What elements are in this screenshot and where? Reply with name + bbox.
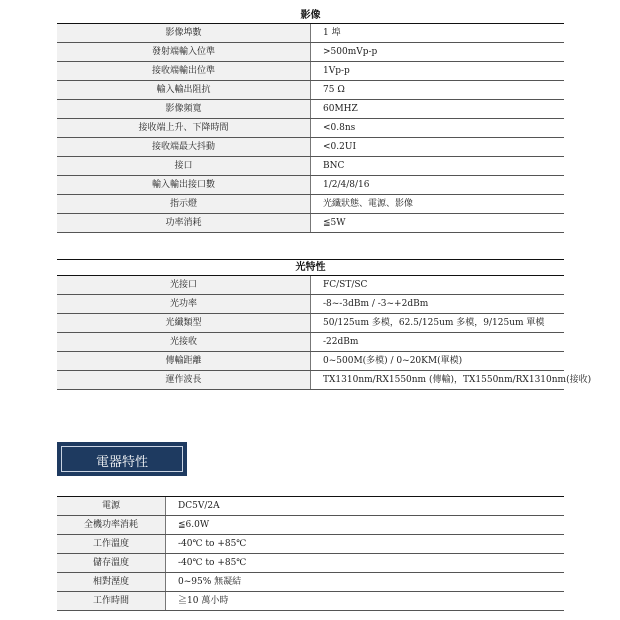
spec-row xyxy=(57,214,564,233)
spec-row xyxy=(57,554,564,573)
spec-value: 0~95% 無凝結 xyxy=(166,573,565,592)
spec-label: 光功率 xyxy=(57,295,311,314)
spec-label: 運作波長 xyxy=(57,371,311,390)
spec-value: ≦5W xyxy=(311,214,565,233)
fiber-top-rule xyxy=(57,259,564,260)
spec-row xyxy=(57,100,564,119)
spec-label: 工作時間 xyxy=(57,592,166,611)
spec-row xyxy=(57,62,564,81)
spec-label: 相對溼度 xyxy=(57,573,166,592)
spec-row xyxy=(57,24,564,43)
spec-value: ≧10 萬小時 xyxy=(166,592,565,611)
spec-value: 0~500M(多模) / 0~20KM(單模) xyxy=(311,352,565,371)
spec-row xyxy=(57,81,564,100)
spec-value: 60MHZ xyxy=(311,100,565,119)
spec-label: 接口 xyxy=(57,157,311,176)
fiber-spec-table xyxy=(57,261,592,390)
spec-label: 影像埠數 xyxy=(57,24,311,43)
spec-row xyxy=(57,195,564,214)
spec-row xyxy=(57,352,564,371)
spec-row xyxy=(57,43,564,62)
spec-label: 接收端最大抖動 xyxy=(57,138,311,157)
spec-label: 傳輸距離 xyxy=(57,352,311,371)
spec-value: -40℃ to +85℃ xyxy=(166,535,565,554)
spec-value: -40℃ to +85℃ xyxy=(166,554,565,573)
spec-value: -22dBm xyxy=(311,333,565,352)
spec-label: 影像頻寬 xyxy=(57,100,311,119)
spec-row xyxy=(57,497,564,516)
spec-value: BNC xyxy=(311,157,565,176)
spec-label: 光接收 xyxy=(57,333,311,352)
spec-value: 1/2/4/8/16 xyxy=(311,176,565,195)
video-spec-body xyxy=(57,9,564,233)
spec-row xyxy=(57,516,564,535)
spec-row xyxy=(57,314,564,333)
spec-label: 光纖類型 xyxy=(57,314,311,333)
spec-label: 輸入輸出接口數 xyxy=(57,176,311,195)
spec-row xyxy=(57,176,564,195)
spec-value: 1 埠 xyxy=(311,24,565,43)
spec-row xyxy=(57,157,564,176)
spec-value: 50/125um 多模，62.5/125um 多模，9/125um 單模 xyxy=(311,314,565,333)
fiber-section-title: 光特性 xyxy=(57,261,564,276)
spec-row xyxy=(57,371,564,390)
spec-value: <0.2UI xyxy=(311,138,565,157)
spec-row xyxy=(57,592,564,611)
spec-value: >500mVp-p xyxy=(311,43,565,62)
spec-label: 全機功率消耗 xyxy=(57,516,166,535)
spec-value: 光纖狀態、電源、影像 xyxy=(311,195,565,214)
spec-label: 光接口 xyxy=(57,276,311,295)
spec-value: DC5V/2A xyxy=(166,497,565,516)
spec-label: 輸入輸出阻抗 xyxy=(57,81,311,100)
spec-label: 儲存溫度 xyxy=(57,554,166,573)
spec-value: -8~-3dBm / -3~+2dBm xyxy=(311,295,565,314)
video-section-title: 影像 xyxy=(57,9,564,24)
fiber-title-row xyxy=(57,261,564,276)
spec-row xyxy=(57,333,564,352)
spec-row xyxy=(57,295,564,314)
spec-label: 功率消耗 xyxy=(57,214,311,233)
spec-value: TX1310nm/RX1550nm (傳輸)，TX1550nm/RX1310nm(接收) xyxy=(311,371,565,390)
spec-row xyxy=(57,573,564,592)
spec-row xyxy=(57,535,564,554)
spec-row xyxy=(57,138,564,157)
spec-row xyxy=(57,119,564,138)
spec-label: 發射端輸入位準 xyxy=(57,43,311,62)
electric-spec-body xyxy=(57,497,564,611)
spec-label: 接收端輸出位準 xyxy=(57,62,311,81)
electric-spec-table xyxy=(57,497,564,611)
electric-section-label: 電器特性 xyxy=(95,455,148,470)
electric-section-tab xyxy=(57,442,187,476)
fiber-spec-body xyxy=(57,261,592,390)
spec-label: 指示燈 xyxy=(57,195,311,214)
spec-value: 1Vp-p xyxy=(311,62,565,81)
spec-value: 75 Ω xyxy=(311,81,565,100)
spec-value: ≦6.0W xyxy=(166,516,565,535)
spec-row xyxy=(57,276,564,295)
spec-label: 工作溫度 xyxy=(57,535,166,554)
video-title-row xyxy=(57,9,564,24)
spec-label: 電源 xyxy=(57,497,166,516)
spec-value: FC/ST/SC xyxy=(311,276,565,295)
video-spec-table xyxy=(57,9,564,233)
spec-label: 接收端上升、下降時間 xyxy=(57,119,311,138)
spec-value: <0.8ns xyxy=(311,119,565,138)
